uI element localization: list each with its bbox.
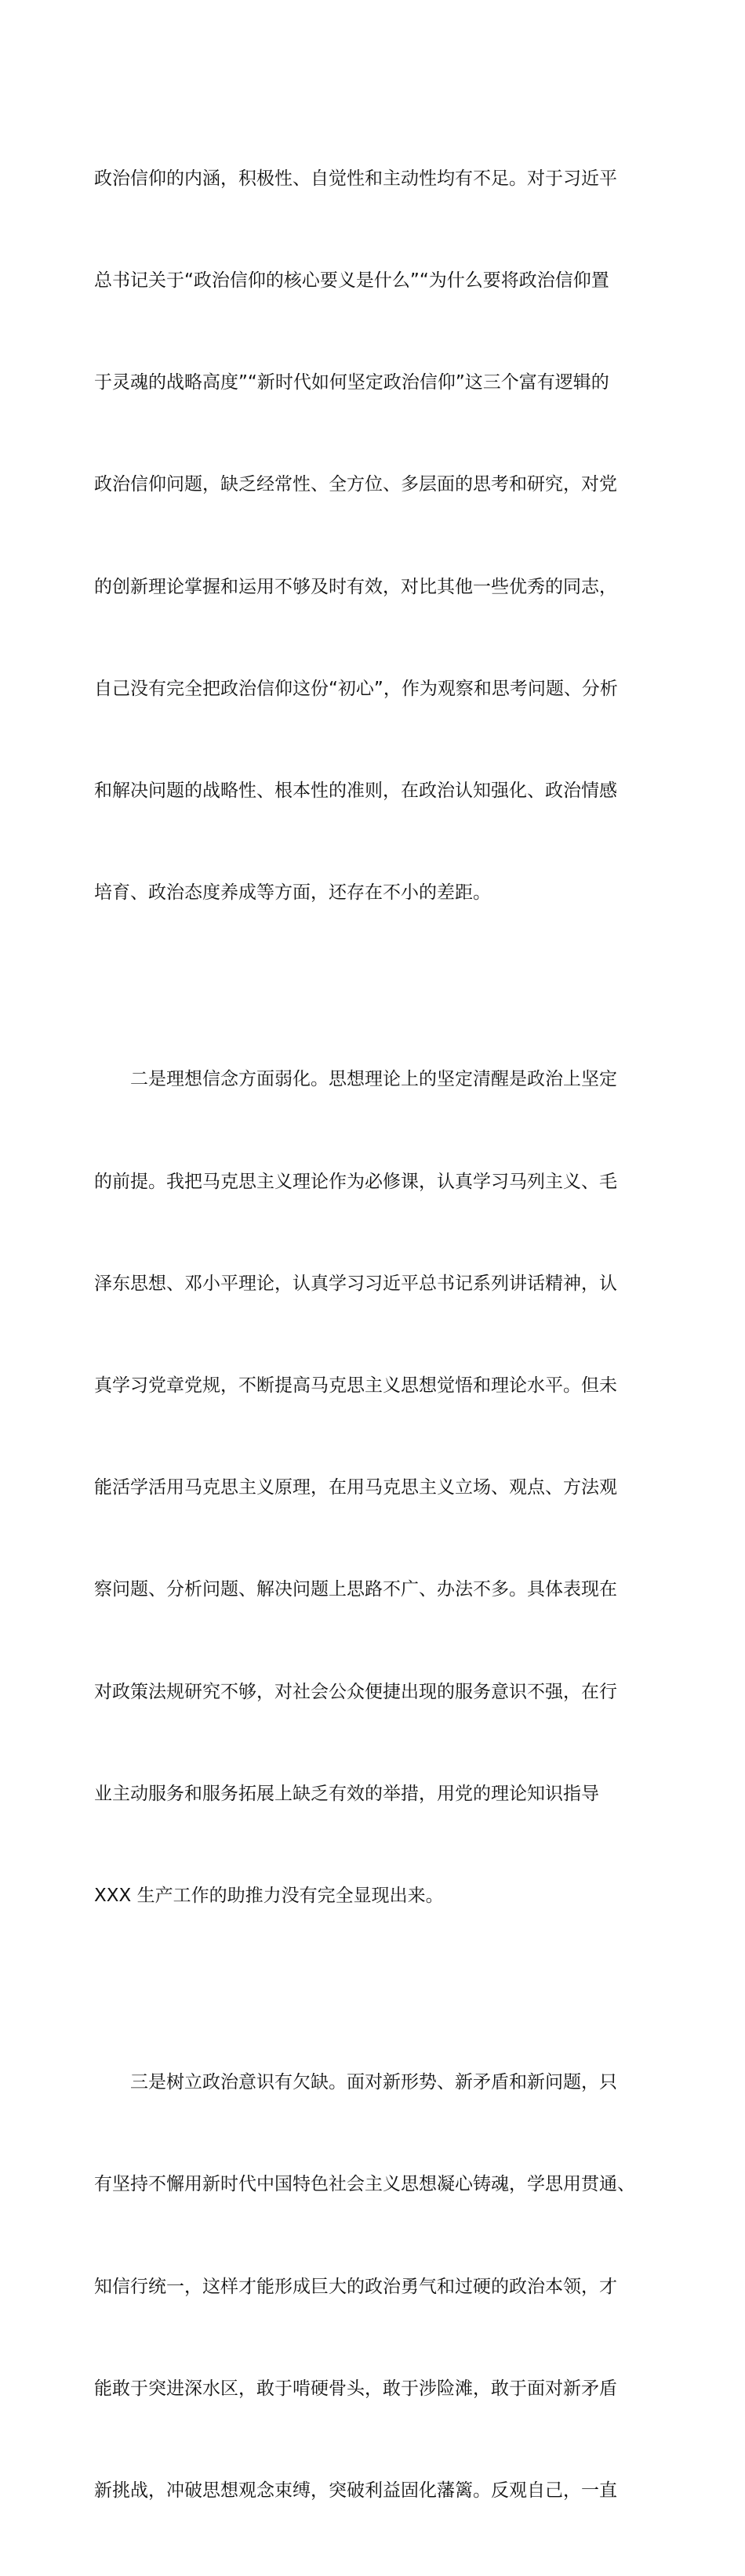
text-line: 业主动服务和服务拓展上缺乏有效的举措，用党的理论知识指导: [94, 1783, 599, 1804]
text-line: 有坚持不懈用新时代中国特色社会主义思想凝心铸魂，学思用贯通、: [94, 2174, 635, 2195]
document-body: [94, 94, 659, 2576]
text-line: 对政策法规研究不够，对社会公众便捷出现的服务意识不强，在行: [94, 1681, 617, 1702]
text-line: 的前提。我把马克思主义理论作为必修课，认真学习马列主义、毛: [94, 1171, 617, 1192]
paragraph-political-awareness: [94, 1998, 659, 2576]
text-line: 政治信仰的内涵，积极性、自觉性和主动性均有不足。对于习近平: [94, 168, 617, 189]
text-line: 和解决问题的战略性、根本性的准则，在政治认知强化、政治情感: [94, 781, 617, 802]
text-line: 总书记关于“政治信仰的核心要义是什么”“为什么要将政治信仰置: [94, 270, 609, 292]
text-line: 于灵魂的战略高度”“新时代如何坚定政治信仰”这三个富有逻辑的: [94, 372, 609, 393]
text-line: 能活学活用马克思主义原理，在用马克思主义立场、观点、方法观: [94, 1477, 617, 1498]
text-line: 的创新理论掌握和运用不够及时有效，对比其他一些优秀的同志，: [94, 576, 617, 597]
text-line: XXX 生产工作的助推力没有完全显现出来。: [94, 1886, 444, 1907]
text-line: 知信行统一，这样才能形成巨大的政治勇气和过硬的政治本领，才: [94, 2276, 617, 2297]
text-line: 真学习党章党规，不断提高马克思主义思想觉悟和理论水平。但未: [94, 1375, 617, 1397]
paragraph-political-belief: [94, 94, 659, 979]
text-line: 新挑战，冲破思想观念束缚，突破利益固化藩篱。反观自己，一直: [94, 2480, 617, 2502]
text-line: 三是树立政治意识有欠缺。面对新形势、新矛盾和新问题，只: [130, 2072, 617, 2093]
text-line: 二是理想信念方面弱化。思想理论上的坚定清醒是政治上坚定: [130, 1069, 617, 1090]
text-line: 培育、政治态度养成等方面，还存在不小的差距。: [94, 882, 491, 904]
paragraph-ideals-beliefs: [94, 995, 659, 1982]
text-line: 察问题、分析问题、解决问题上思路不广、办法不多。具体表现在: [94, 1579, 617, 1600]
text-line: 泽东思想、邓小平理论，认真学习习近平总书记系列讲话精神，认: [94, 1273, 617, 1294]
text-line: 政治信仰问题，缺乏经常性、全方位、多层面的思考和研究，对党: [94, 474, 617, 495]
text-line: 能敢于突进深水区，敢于啃硬骨头，敢于涉险滩，敢于面对新矛盾: [94, 2378, 617, 2399]
text-line: 自己没有完全把政治信仰这份“初心”，作为观察和思考问题、分析: [94, 678, 618, 699]
